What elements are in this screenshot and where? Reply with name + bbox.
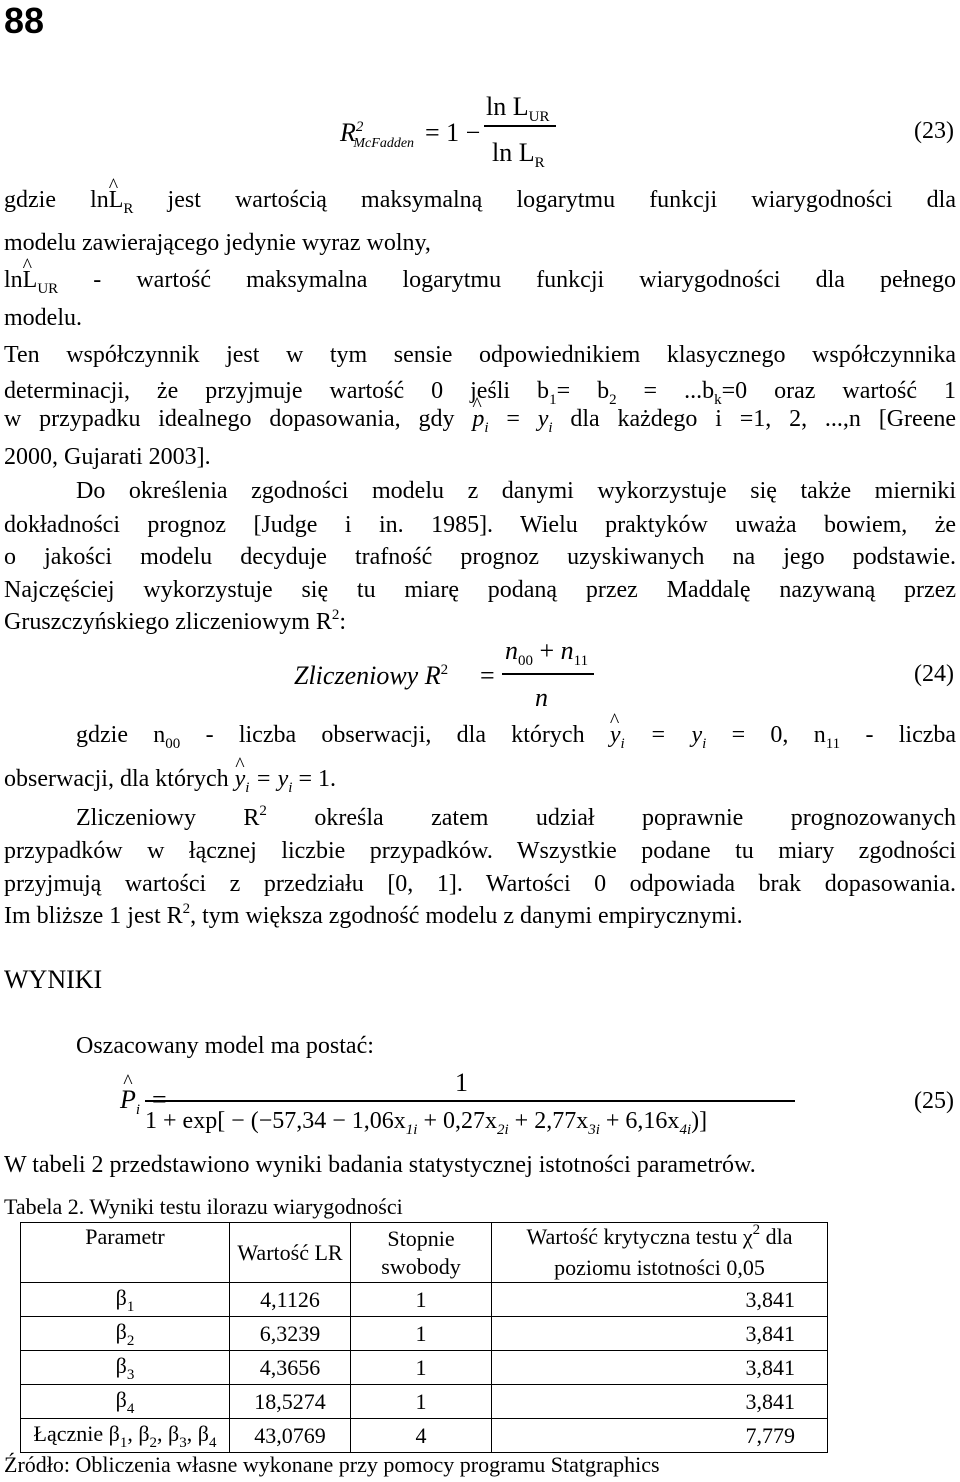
table-row: $\beta_3$ 4,3656 1 3,841 [21,1351,828,1385]
p3-line-1: gdzie $n_{00}$ - liczba obserwacji, dla których ^ $y_i = y_i = 0$, $n_{11}$ - liczba [76,720,956,753]
p2-line-3: o jakości modelu decyduje trafność prognoz uzyskiwanych na jego podstawie. [4,544,956,570]
p4-line-1: Zliczeniowy $R^2$ określa zatem udział poprawnie prognozowanych [76,803,956,831]
table-row: $\beta_4$ 18,5274 1 3,841 [21,1385,828,1419]
p2-line-1: Do określenia zgodności modelu z danymi wykorzystuje się także mierniki [76,478,956,504]
eq24-denominator: n [535,683,548,712]
eq23-denominator: $\ln L_R$ [492,138,545,171]
header-wartosc-krytyczna: Wartość krytyczna testu $\chi^2$ dla poziomu istotności 0,05 [492,1223,828,1283]
p4-line-2: przypadków w łącznej liczbie przypadków. Wszystkie podane tu miary zgodności [4,838,956,864]
section-heading: WYNIKI [4,965,103,994]
p4-line-3: przyjmują wartości z przedziału [0, 1]. Wartości 0 odpowiada brak dopasowania. [4,871,956,897]
eq23-numerator: $\ln L_{UR}$ [486,92,550,125]
table-source: Źródło: Obliczenia własne wykonane przy pomocy programu Statgraphics [4,1452,660,1477]
header-parametr: Parametr [21,1223,230,1283]
eq24-number: (24) [914,661,954,687]
p1-line-1: gdzie ln^ $L_R$ jest wartością maksymalną logarytmu funkcji wiarygodności dla [4,185,956,218]
eq23-number: (23) [914,118,954,144]
page-number: 88 [4,0,45,41]
eq25-lhs: ^ $P_i$ [120,1085,140,1115]
header-wartosc-lr: Wartość LR [230,1223,351,1283]
eq24-numerator: $n_{00} + n_{11}$ [505,636,589,669]
table-intro: W tabeli 2 przedstawiono wyniki badania statystycznej istotności parametrów. [4,1152,756,1178]
p4-line-4: Im bliższe 1 jest $R^2$, tym większa zgodność modelu z danymi empirycznymi. [4,901,743,929]
p2-line-4: Najczęściej wykorzystuje się tu miarę podaną przez Maddalę nazywaną przez [4,577,956,603]
model-intro: Oszacowany model ma postać: [76,1033,374,1059]
eq25-number: (25) [914,1088,954,1114]
p1-line-5: Ten współczynnik jest w tym sensie odpowiednikiem klasycznego współczynnika [4,342,956,368]
p2-line-2: dokładności prognoz [Judge i in. 1985]. Wielu praktyków uważa bowiem, że [4,512,956,538]
table-caption: Tabela 2. Wyniki testu ilorazu wiarygodności [4,1194,403,1219]
table-row: $\beta_2$ 6,3239 1 3,841 [21,1317,828,1351]
eq24-label: Zliczeniowy $R^2$ [294,661,449,690]
eq23-lhs: $R^2_{McFadden}$ [340,118,415,151]
p2-line-5: Gruszczyńskiego zliczeniowym $R^2$: [4,607,347,635]
eq24-fraction-bar [502,673,594,675]
p1-line-2: modelu zawierającego jedynie wyraz wolny, [4,230,431,256]
p1-line-8: 2000, Gujarati 2003]. [4,444,211,470]
results-table [20,1222,828,1453]
eq25-fraction-bar [145,1100,795,1102]
p1-line-3: ln^ $L_{UR}$ - wartość maksymalna logarytmu funkcji wiarygodności dla pełnego [4,265,956,298]
p1-line-4: modelu. [4,305,82,331]
eq23-rhs-prefix: = 1 − [425,118,481,147]
p1-line-7: w przypadku idealnego dopasowania, gdy ^ $p_i = y_i$ dla każdego i =1, 2, ...,n [Greene [4,404,956,437]
p1-line-6: determinacji, że przyjmuje wartość 0 jeśli $b_1= b_2 = ...b_k=0$ oraz wartość 1 [4,378,956,408]
table-header-row [21,1223,828,1283]
eq23-fraction-bar [484,125,556,127]
p3-line-2: obserwacji, dla których ^ $y_i = y_i = 1$. [4,764,336,797]
header-stopnie-swobody: Stopnie swobody [351,1223,492,1283]
eq25-numerator: 1 [455,1068,468,1097]
eq24-equals: = [480,661,495,690]
eq25-denominator: $1 + \exp[ - (-57,34 - 1,06x_{1i} + 0,27x_{2i} + 2,77x_{3i} + 6,16x_{4i})]$ [145,1108,708,1138]
table-total-row: Łącznie $\beta_1$, $\beta_2$, $\beta_3$, $\beta_4$ 43,0769 4 7,779 [21,1419,828,1453]
table-row: $\beta_1$ 4,1126 1 3,841 [21,1283,828,1317]
